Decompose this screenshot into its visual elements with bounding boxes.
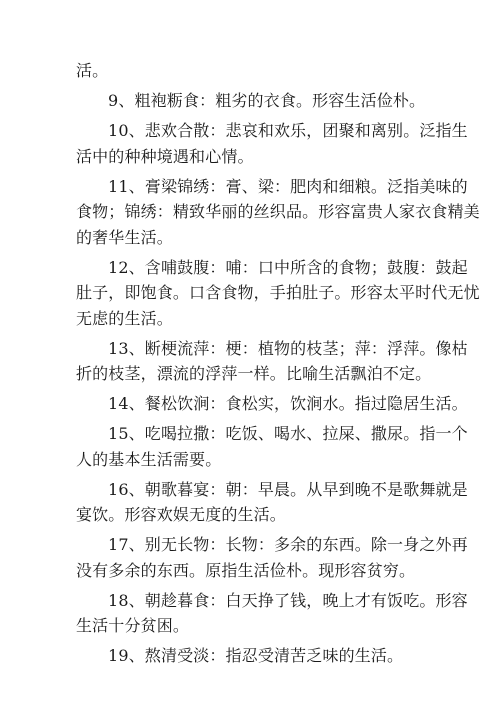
text-line: 食物；锦绣：精致华丽的丝织品。形容富贵人家衣食精美 — [76, 202, 480, 221]
text-line: 人的基本生活需要。 — [76, 449, 222, 469]
text-line: 没有多余的东西。原指生活俭朴。现形容贫穷。 — [76, 560, 416, 580]
text-line: 13、断梗流萍：梗：植物的枝茎；萍：浮萍。像枯 — [108, 338, 468, 358]
text-line: 的奢华生活。 — [76, 227, 173, 247]
idiom-entry — [76, 532, 468, 583]
text-line: 肚子，即饱食。口含食物，手拍肚子。形容太平时代无忧 — [76, 283, 480, 302]
idiom-entry — [76, 477, 468, 528]
idiom-entry — [76, 391, 468, 417]
idiom-entry — [76, 255, 480, 332]
idiom-entry — [76, 588, 468, 639]
text-line: 16、朝歌暮宴：朝：早晨。从早到晚不是歌舞就是 — [108, 479, 468, 499]
idiom-entry — [76, 643, 438, 669]
continued-text — [76, 58, 438, 84]
idiom-entry — [76, 118, 468, 169]
text-line: 11、膏梁锦绣：膏、梁：肥肉和细粮。泛指美味的 — [108, 176, 468, 196]
text-line: 12、含哺鼓腹：哺：口中所含的食物；鼓腹：鼓起 — [108, 257, 468, 277]
text-line: 活中的种种境遇和心情。 — [76, 146, 254, 166]
text-line: 活。 — [76, 61, 109, 80]
idiom-list — [76, 58, 480, 669]
idiom-entry — [76, 88, 438, 114]
idiom-entry — [76, 174, 480, 251]
text-line: 生活十分贫困。 — [76, 616, 190, 635]
text-line: 折的枝茎，漂流的浮萍一样。比喻生活飘泊不定。 — [76, 364, 432, 383]
idiom-entry — [76, 336, 468, 387]
text-line: 18、朝趁暮食：白天挣了钱，晚上才有饭吃。形容 — [108, 590, 468, 610]
text-line: 10、悲欢合散：悲哀和欢乐，团聚和离别。泛指生 — [108, 121, 468, 140]
text-line: 9、粗袍粝食：粗劣的衣食。形容生活俭朴。 — [108, 91, 426, 110]
text-line: 宴饮。形容欢娱无度的生活。 — [76, 505, 286, 524]
text-line: 14、餐松饮涧：食松实，饮涧水。指过隐居生活。 — [108, 394, 468, 413]
text-line: 15、吃喝拉撒：吃饭、喝水、拉屎、撒尿。指一个 — [108, 424, 468, 443]
text-line: 17、别无长物：长物：多余的东西。除一身之外再 — [108, 535, 468, 554]
text-line: 无虑的生活。 — [76, 308, 173, 328]
text-line: 19、熬清受淡：指忍受清苦乏味的生活。 — [108, 646, 404, 665]
idiom-entry — [76, 421, 468, 472]
